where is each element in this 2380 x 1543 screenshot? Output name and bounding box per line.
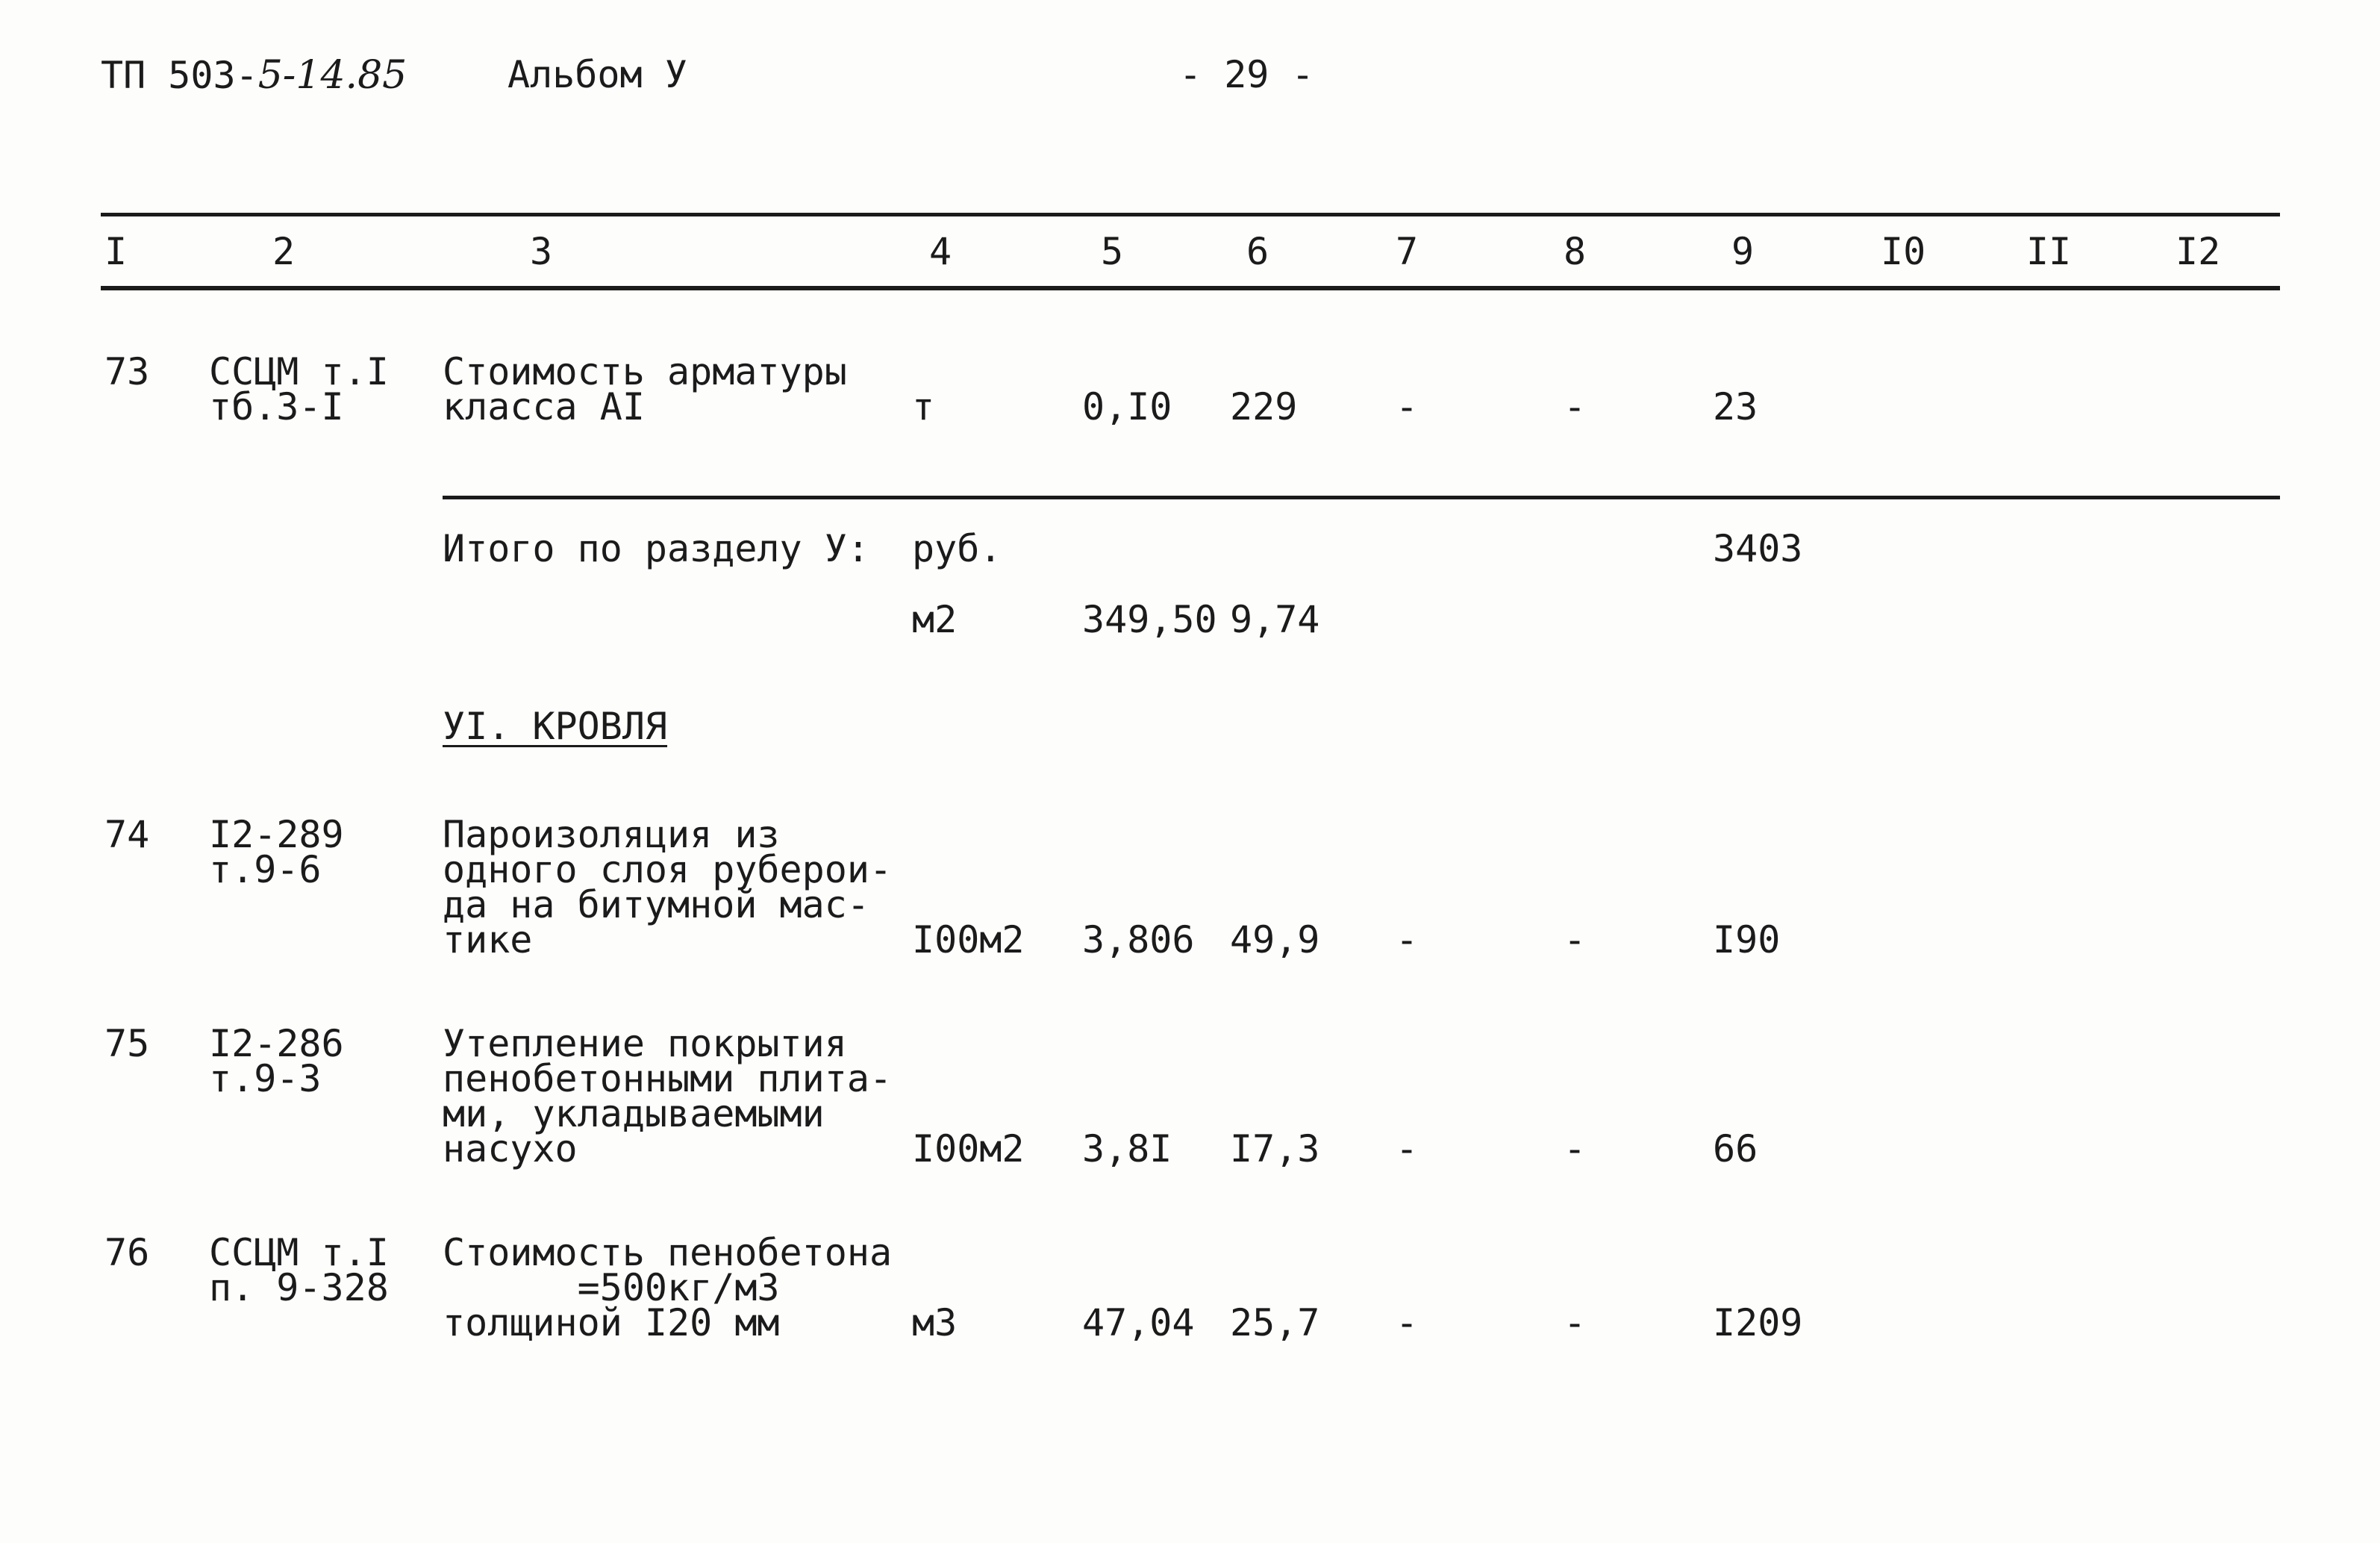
row-total: I90 — [1713, 918, 1781, 961]
col-header-6: 6 — [1246, 230, 1269, 273]
col-header-10: I0 — [1881, 230, 1926, 273]
doc-code-handwritten: 5-14.85 — [257, 53, 407, 98]
col-header-7: 7 — [1396, 230, 1419, 273]
row-number: 76 — [104, 1231, 150, 1274]
row-code: ССЦМ т.I тб.3-I — [209, 350, 389, 428]
table-top-rule — [101, 213, 2280, 216]
row-unit: т — [912, 385, 935, 428]
col-header-8: 8 — [1564, 230, 1587, 273]
row-code: I2-286 т.9-3 — [209, 1022, 344, 1100]
row-code: I2-289 т.9-6 — [209, 813, 344, 891]
row-quantity: 3,806 — [1082, 918, 1195, 961]
header — [101, 53, 407, 98]
table-header-rule — [101, 286, 2280, 290]
col-header-2: 2 — [272, 230, 296, 273]
col-header-1: I — [104, 230, 128, 273]
row-col8: - — [1564, 1301, 1587, 1344]
doc-code: ТП 503- — [101, 54, 258, 97]
row-number: 73 — [104, 350, 150, 393]
col-header-5: 5 — [1101, 230, 1124, 273]
subtotal-qty-m2: 349,50 — [1082, 598, 1217, 641]
row-quantity: 47,04 — [1082, 1301, 1195, 1344]
row-unit: м3 — [912, 1301, 958, 1344]
row-unit: I00м2 — [912, 1127, 1025, 1171]
row-name: Стоимость арматуры класса АI — [443, 350, 847, 428]
subtotal-rule — [443, 496, 2280, 499]
section-title: УI. КРОВЛЯ — [443, 705, 668, 748]
row-col8: - — [1564, 918, 1587, 961]
subtotal-price-m2: 9,74 — [1230, 598, 1320, 641]
row-total: I209 — [1713, 1301, 1803, 1344]
subtotal-label: Итого по разделу У: — [443, 527, 869, 570]
row-col8: - — [1564, 385, 1587, 428]
row-number: 74 — [104, 813, 150, 856]
row-col7: - — [1396, 385, 1419, 428]
row-col7: - — [1396, 1127, 1419, 1171]
subtotal-total-rub: 3403 — [1713, 527, 1803, 570]
row-price: 229 — [1230, 385, 1298, 428]
album-label: Альбом У — [507, 53, 687, 96]
row-name: Утепление покрытия пенобетонными плита- ми, укладываемыми насухо — [443, 1022, 893, 1171]
row-price: I7,3 — [1230, 1127, 1320, 1171]
row-col7: - — [1396, 918, 1419, 961]
row-price: 49,9 — [1230, 918, 1320, 961]
col-header-3: 3 — [530, 230, 553, 273]
col-header-11: II — [2026, 230, 2072, 273]
row-code: ССЦМ т.I п. 9-328 — [209, 1231, 389, 1309]
row-total: 23 — [1713, 385, 1758, 428]
row-price: 25,7 — [1230, 1301, 1320, 1344]
subtotal-unit-m2: м2 — [912, 598, 958, 641]
row-name: Стоимость пенобетона =500кг/м3 толщиной I20 мм — [443, 1231, 893, 1344]
row-quantity: 0,I0 — [1082, 385, 1172, 428]
row-unit: I00м2 — [912, 918, 1025, 961]
col-header-9: 9 — [1731, 230, 1755, 273]
page-number: - 29 - — [1179, 53, 1314, 96]
row-name: Пароизоляция из одного слоя руберои- да на битумной мас- тике — [443, 813, 893, 961]
col-header-12: I2 — [2176, 230, 2221, 273]
row-col7: - — [1396, 1301, 1419, 1344]
subtotal-unit-rub: руб. — [912, 527, 1002, 570]
row-number: 75 — [104, 1022, 150, 1065]
row-quantity: 3,8I — [1082, 1127, 1172, 1171]
col-header-4: 4 — [929, 230, 952, 273]
row-col8: - — [1564, 1127, 1587, 1171]
row-total: 66 — [1713, 1127, 1758, 1171]
